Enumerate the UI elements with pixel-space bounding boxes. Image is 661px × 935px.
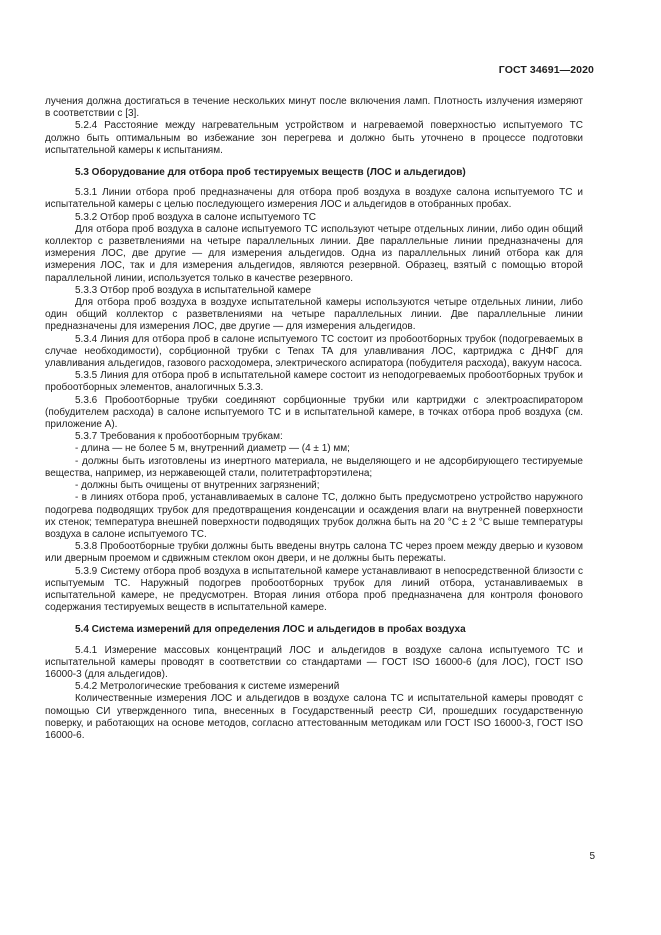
paragraph-5-3-6: 5.3.6 Пробоотборные трубки соединяют сорбционные трубки или картриджи с электроаспиратором (побудителем расхода) в салоне испытуемого ТС и в испытательной камере, в точках отбора проб воздуха (см. приложение А). — [45, 394, 583, 431]
paragraph-5-3-7: 5.3.7 Требования к пробоотборным трубкам: — [75, 431, 283, 443]
list-item: - должны быть очищены от внутренних загрязнений; — [75, 480, 320, 492]
section-heading-5-4: 5.4 Система измерений для определения ЛОС и альдегидов в пробах воздуха — [75, 624, 466, 636]
document-header: ГОСТ 34691—2020 — [498, 64, 594, 76]
paragraph-5-3-4: 5.3.4 Линия для отбора проб в салоне испытуемого ТС состоит из пробоотборных трубок (подогреваемых в случае необходимости), сорбционной трубки с Tenax TA для улавливания ЛОС, картриджа с ДНФГ для улавливания альдегидов, газового расходомера, электрического аспиратора (побудителя расхода), вакуум насоса. — [45, 333, 583, 370]
paragraph-5-3-3-body: Для отбора проб воздуха в воздухе испытательной камеры используются четыре отдельных линии, либо один общий коллектор с разветвлениями на четыре параллельных линии. Две параллельные линии предназначены для измерения ЛОС, две другие — для измерения альдегидов. — [45, 297, 583, 333]
paragraph-5-3-1: 5.3.1 Линии отбора проб предназначены для отбора проб воздуха в воздухе салона испытуемого ТС и испытательной камеры с целью последующего измерения ЛОС и альдегидов в отобранных пробах. — [45, 187, 583, 211]
paragraph-5-3-9: 5.3.9 Систему отбора проб воздуха в испытательной камере устанавливают в непосредственной близости с испытуемым ТС. Наружный подогрев пробоотборных трубок для линий отбора, устанавливаемых в испытательной камере, не предусмотрен. Вторая линия отбора проб предназначена для контроля фонового содержания тестируемых веществ в испытательной камере. — [45, 565, 583, 614]
paragraph-5-3-2-body: Для отбора проб воздуха в салоне испытуемого ТС используют четыре отдельных линии, либо один общий коллектор с разветвлениями на четыре параллельных линии. Две параллельные линии предназначены для измерения ЛОС, две другие — для измерения альдегидов. Одна из параллельных линий отбора как для измерения ЛОС, так и для измерения альдегидов, являются резервной. Образец, взятый с помощью второй параллельной линии, используется только в качестве резервного. — [45, 223, 583, 284]
list-item: - длина — не более 5 м, внутренний диаметр — (4 ± 1) мм; — [75, 443, 350, 455]
paragraph-5-4-1: 5.4.1 Измерение массовых концентраций ЛОС и альдегидов в воздухе салона испытуемого ТС и испытательной камеры проводят в соответствии со стандартами — ГОСТ ISO 16000-6 (для ЛОС), ГОСТ ISO 16000-3 (для альдегидов). — [45, 644, 583, 680]
paragraph-5-3-8: 5.3.8 Пробоотборные трубки должны быть введены внутрь салона ТС через проем между дверью и кузовом или дверным проемом и сдвижным стеклом окон двери, и не должны быть пережаты. — [45, 541, 583, 565]
list-item: - в линиях отбора проб, устанавливаемых в салоне ТС, должно быть предусмотрено устройство наружного подогрева подводящих трубок для предотвращения конденсации и осаждения влаги на внутренней поверхности их стенок; температура внешней поверхности подводящих трубок должна быть на 20 °С ± 2 °С выше температуры воздуха в салоне испытуемого ТС. — [45, 492, 583, 540]
document-body — [45, 96, 583, 742]
paragraph-5-3-5: 5.3.5 Линия для отбора проб в испытательной камере состоит из неподогреваемых пробоотборных трубок и пробоотборных элементов, аналогичных 5.3.3. — [45, 370, 583, 394]
paragraph-5-3-3: 5.3.3 Отбор проб воздуха в испытательной камере — [75, 284, 312, 296]
paragraph-5-3-2: 5.3.2 Отбор проб воздуха в салоне испытуемого ТС — [75, 211, 317, 223]
paragraph-5-2-4: 5.2.4 Расстояние между нагревательным устройством и нагреваемой поверхностью испытуемого ТС должно быть оптимальным во избежание зон перегрева и должно быть уточнено в процессе подготовки испытательной камеры к испытаниям. — [45, 120, 583, 156]
paragraph-5-4-2-body: Количественные измерения ЛОС и альдегидов в воздухе салона ТС и испытательной камеры проводят с помощью СИ утвержденного типа, внесенных в Государственный реестр СИ, прошедших государственную поверку, и работающих на основе методов, согласно аттестованным методикам или ГОСТ ISO 16000-3, ГОСТ ISO 16000-6. — [45, 693, 583, 741]
paragraph-continuation: лучения должна достигаться в течение нескольких минут после включения ламп. Плотность излучения измеряют в соответствии с [3]. — [45, 96, 583, 120]
page-number: 5 — [589, 851, 595, 862]
list-item: - должны быть изготовлены из инертного материала, не выделяющего и не адсорбирующего тестируемые вещества, например, из нержавеющей стали, политетрафторэтилена; — [45, 455, 583, 479]
paragraph-5-4-2: 5.4.2 Метрологические требования к системе измерений — [75, 681, 340, 693]
section-heading-5-3: 5.3 Оборудование для отбора проб тестируемых веществ (ЛОС и альдегидов) — [75, 167, 466, 179]
